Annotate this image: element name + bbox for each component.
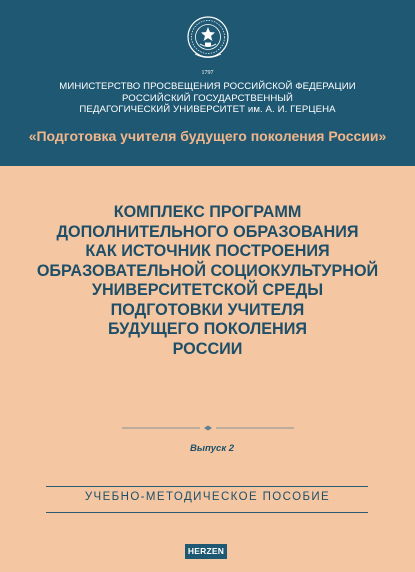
title-line: КАК ИСТОЧНИК ПОСТРОЕНИЯ bbox=[85, 242, 330, 260]
issue-number: Выпуск 2 bbox=[190, 443, 235, 454]
top-divider bbox=[46, 486, 368, 487]
ornament-divider-icon bbox=[122, 425, 294, 431]
founding-year: 1797 bbox=[201, 70, 214, 76]
bottom-divider bbox=[46, 512, 368, 513]
university-emblem-icon bbox=[186, 15, 230, 61]
title-line: УНИВЕРСИТЕТСКОЙ СРЕДЫ bbox=[91, 281, 324, 299]
ministry-block bbox=[0, 81, 415, 116]
title-line: ПОДГОТОВКИ УЧИТЕЛЯ bbox=[110, 300, 305, 319]
genre-label: УЧЕБНО-МЕТОДИЧЕСКОЕ ПОСОБИЕ bbox=[84, 491, 331, 503]
ministry-line: ПЕДАГОГИЧЕСКИЙ УНИВЕРСИТЕТ им. А. И. ГЕРЦЕНА bbox=[79, 104, 336, 115]
publisher-logo: HERZEN bbox=[185, 544, 227, 559]
title-line: ОБРАЗОВАТЕЛЬНОЙ СОЦИОКУЛЬТУРНОЙ bbox=[36, 261, 379, 280]
ministry-line: МИНИСТЕРСТВО ПРОСВЕЩЕНИЯ РОССИЙСКОЙ ФЕДЕРАЦИИ bbox=[59, 81, 356, 92]
cover-header bbox=[0, 0, 415, 166]
ministry-line: РОССИЙСКИЙ ГОСУДАРСТВЕННЫЙ bbox=[122, 92, 293, 104]
title-line: БУДУЩЕГО ПОКОЛЕНИЯ bbox=[107, 320, 308, 338]
title-line: ДОПОЛНИТЕЛЬНОГО ОБРАЗОВАНИЯ bbox=[56, 222, 359, 241]
series-title: «Подготовка учителя будущего поколения России» bbox=[28, 128, 387, 144]
title-line: КОМПЛЕКС ПРОГРАММ bbox=[113, 203, 302, 221]
title-line: РОССИИ bbox=[172, 339, 243, 358]
book-title bbox=[0, 203, 415, 359]
